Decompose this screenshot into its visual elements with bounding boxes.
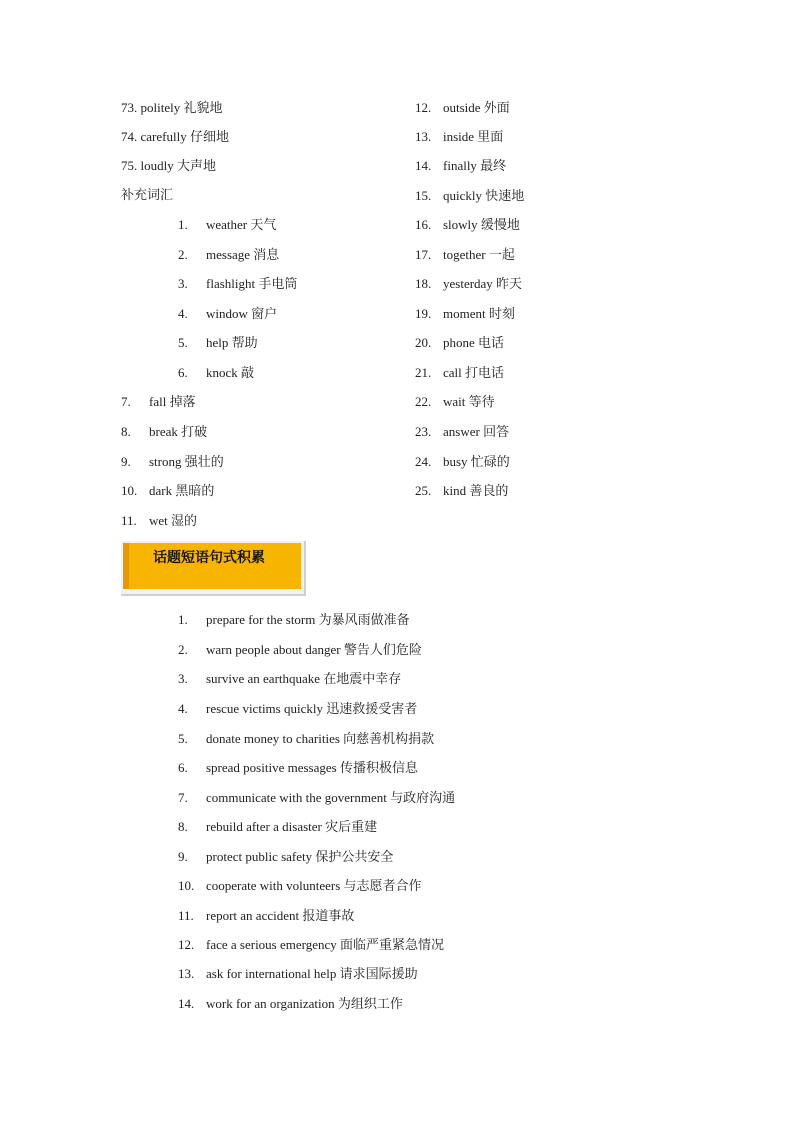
item-text: slowly 缓慢地 (443, 217, 520, 232)
item-number: 11. (121, 513, 137, 528)
item-text: face a serious emergency 面临严重紧急情况 (206, 937, 445, 952)
item-text: break 打破 (149, 424, 208, 439)
vocab-item (121, 483, 214, 499)
vocab-item (415, 365, 504, 381)
item-number: 1. (178, 612, 188, 627)
item-text: dark 黑暗的 (149, 483, 215, 498)
item-number: 8. (121, 424, 131, 439)
item-text: work for an organization 为组织工作 (206, 996, 403, 1011)
item-number: 8. (178, 819, 188, 834)
item-text: survive an earthquake 在地震中幸存 (206, 671, 402, 686)
item-text: window 窗户 (206, 306, 278, 321)
supplement-item (178, 217, 276, 233)
item-number: 19. (415, 306, 432, 321)
item-number: 12. (178, 937, 195, 952)
item-text: flashlight 手电筒 (206, 276, 298, 291)
item-number: 2. (178, 247, 188, 262)
item-number: 4. (178, 701, 188, 716)
supplement-item (178, 365, 254, 381)
item-number: 6. (178, 365, 188, 380)
item-number: 18. (415, 276, 432, 291)
item-number: 10. (121, 483, 138, 498)
phrase-item (178, 937, 444, 953)
item-number: 1. (178, 217, 188, 232)
item-number: 7. (121, 394, 131, 409)
item-text: donate money to charities 向慈善机构捐款 (206, 731, 435, 746)
phrase-item (178, 966, 418, 982)
supplement-item (178, 276, 297, 292)
vocab-item (415, 217, 520, 233)
phrase-item (178, 849, 393, 865)
item-number: 3. (178, 671, 188, 686)
item-number: 13. (178, 966, 195, 981)
item-number: 11. (178, 908, 194, 923)
vocab-item (415, 394, 495, 410)
item-text: message 消息 (206, 247, 280, 262)
item-text: yesterday 昨天 (443, 276, 523, 291)
item-number: 25. (415, 483, 432, 498)
phrase-item (178, 760, 418, 776)
vocab-item (415, 188, 524, 204)
item-text: protect public safety 保护公共安全 (206, 849, 394, 864)
item-number: 9. (121, 454, 131, 469)
vocab-item (415, 276, 522, 292)
vocab-item (415, 100, 510, 116)
phrase-item (178, 612, 410, 628)
vocab-line-75: 75. loudly 大声地 (121, 158, 216, 173)
phrase-item (178, 908, 354, 924)
banner-title: 话题短语句式积累 (153, 550, 265, 566)
item-number: 5. (178, 731, 188, 746)
item-text: rebuild after a disaster 灾后重建 (206, 819, 378, 834)
phrase-item (178, 996, 403, 1012)
vocab-item (415, 158, 506, 174)
item-number: 7. (178, 790, 188, 805)
item-number: 2. (178, 642, 188, 657)
vocab-item (415, 483, 508, 499)
phrase-item (178, 642, 422, 658)
item-number: 23. (415, 424, 432, 439)
item-number: 15. (415, 188, 432, 203)
item-text: spread positive messages 传播积极信息 (206, 760, 418, 775)
item-number: 14. (178, 996, 195, 1011)
item-text: quickly 快速地 (443, 188, 525, 203)
vocab-item (415, 424, 509, 440)
item-number: 12. (415, 100, 432, 115)
item-number: 13. (415, 129, 432, 144)
vocab-item (121, 454, 224, 470)
item-number: 22. (415, 394, 432, 409)
item-number: 24. (415, 454, 432, 469)
vocab-item (121, 424, 207, 440)
item-text: moment 时刻 (443, 306, 515, 321)
phrase-item (178, 790, 455, 806)
item-text: finally 最终 (443, 158, 507, 173)
item-text: wet 湿的 (149, 513, 198, 528)
item-text: prepare for the storm 为暴风雨做准备 (206, 612, 410, 627)
item-text: call 打电话 (443, 365, 505, 380)
vocab-item (415, 247, 515, 263)
phrase-item (178, 671, 401, 687)
vocab-item (415, 454, 510, 470)
item-text: answer 回答 (443, 424, 510, 439)
supplement-item (178, 247, 279, 263)
phrase-item (178, 878, 422, 894)
item-number: 6. (178, 760, 188, 775)
phrase-item (178, 731, 434, 747)
item-text: inside 里面 (443, 129, 504, 144)
item-text: busy 忙碌的 (443, 454, 510, 469)
item-text: cooperate with volunteers 与志愿者合作 (206, 878, 422, 893)
item-number: 14. (415, 158, 432, 173)
vocab-item (121, 513, 197, 529)
item-text: phone 电话 (443, 335, 505, 350)
item-text: kind 善良的 (443, 483, 509, 498)
item-text: together 一起 (443, 247, 515, 262)
item-text: rescue victims quickly 迅速救援受害者 (206, 701, 418, 716)
item-text: communicate with the government 与政府沟通 (206, 790, 456, 805)
item-number: 17. (415, 247, 432, 262)
item-text: warn people about danger 警告人们危险 (206, 642, 422, 657)
item-number: 3. (178, 276, 188, 291)
item-text: fall 掉落 (149, 394, 196, 409)
supplement-heading: 补充词汇 (121, 188, 174, 203)
item-text: report an accident 报道事故 (206, 908, 355, 923)
supplement-item (178, 335, 258, 351)
vocab-line-73: 73. politely 礼貌地 (121, 100, 223, 115)
item-number: 20. (415, 335, 432, 350)
item-number: 5. (178, 335, 188, 350)
item-text: wait 等待 (443, 394, 495, 409)
phrase-item (178, 701, 417, 717)
supplement-item (178, 306, 277, 322)
item-text: knock 敲 (206, 365, 255, 380)
item-text: help 帮助 (206, 335, 258, 350)
vocab-line-74: 74. carefully 仔细地 (121, 129, 229, 144)
vocab-item (415, 129, 503, 145)
item-number: 10. (178, 878, 195, 893)
item-text: outside 外面 (443, 100, 510, 115)
item-number: 21. (415, 365, 432, 380)
item-number: 4. (178, 306, 188, 321)
item-number: 16. (415, 217, 432, 232)
vocab-item (121, 394, 196, 410)
item-text: strong 强壮的 (149, 454, 224, 469)
item-text: weather 天气 (206, 217, 277, 232)
vocab-item (415, 306, 515, 322)
item-text: ask for international help 请求国际援助 (206, 966, 418, 981)
vocab-item (415, 335, 504, 351)
item-number: 9. (178, 849, 188, 864)
phrase-item (178, 819, 377, 835)
